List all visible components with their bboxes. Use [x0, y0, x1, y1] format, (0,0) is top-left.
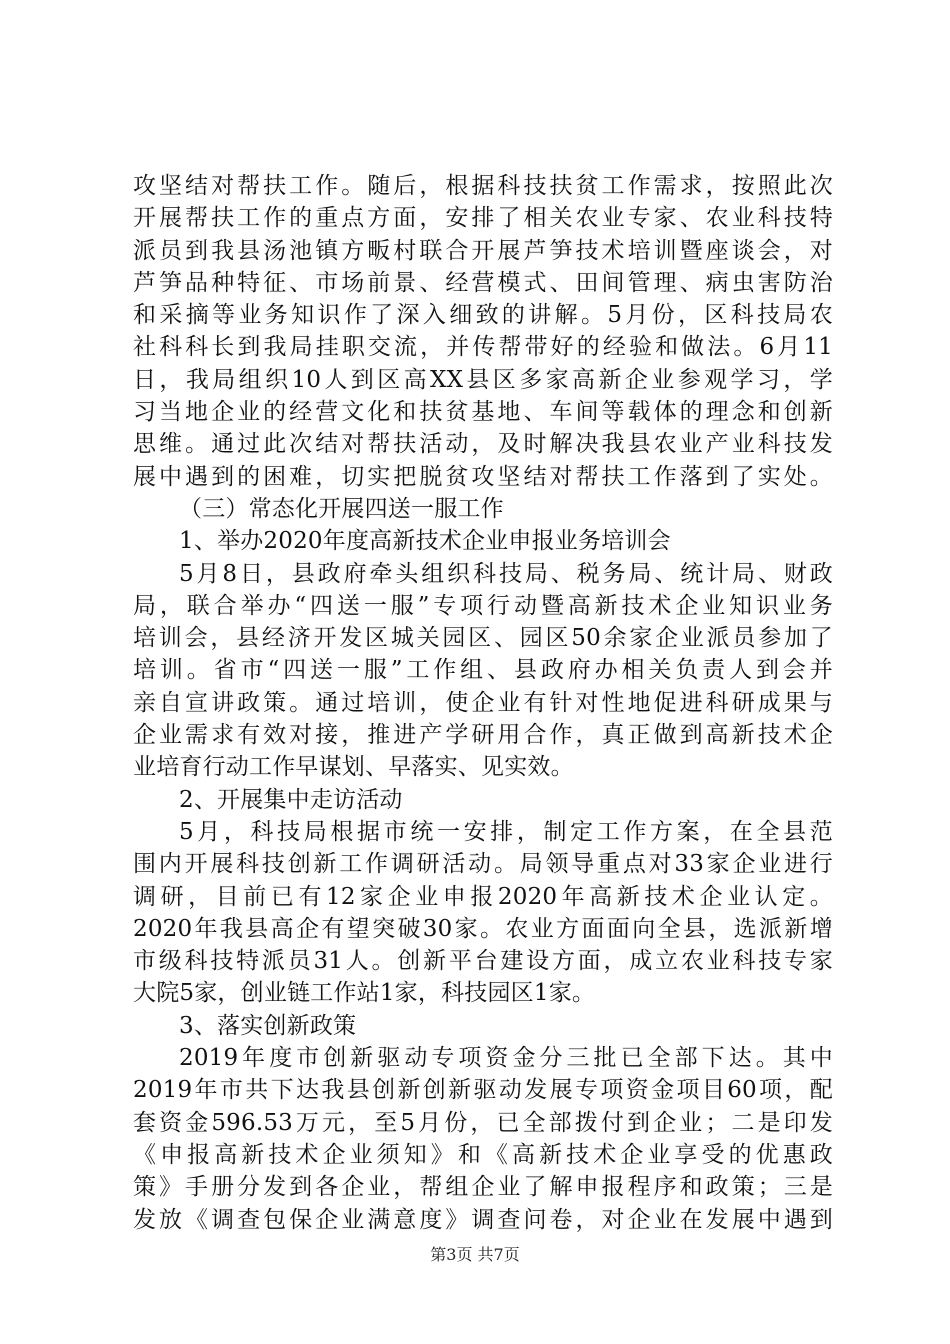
- body-line: 策》手册分发到各企业，帮组企业了解申报程序和政策；三是: [133, 1174, 833, 1201]
- body-line: 派员到我县汤池镇方畈村联合开展芦笋技术培训暨座谈会，对: [133, 237, 833, 264]
- body-line: 市级科技特派员31人。创新平台建设方面，成立农业科技专家: [133, 948, 833, 975]
- subsection-heading: 3、落实创新政策: [179, 1012, 357, 1039]
- body-line: 芦笋品种特征、市场前景、经营模式、田间管理、病虫害防治: [133, 269, 833, 296]
- body-line: 围内开展科技创新工作调研活动。局领导重点对33家企业进行: [133, 851, 833, 878]
- body-line: 业培育行动工作早谋划、早落实、见实效。: [133, 754, 574, 781]
- body-line: 社科科长到我局挂职交流，并传帮带好的经验和做法。6月11: [133, 334, 833, 361]
- subsection-heading: 2、开展集中走访活动: [179, 786, 403, 813]
- body-line: 2019年市共下达我县创新创新驱动发展专项资金项目60项，配: [133, 1077, 833, 1104]
- body-line: 2020年我县高企有望突破30家。农业方面面向全县，选派新增: [133, 915, 833, 942]
- body-line: 大院5家，创业链工作站1家，科技园区1家。: [133, 980, 596, 1007]
- body-line: 日，我局组织10人到区高XX县区多家高新企业参观学习，学: [133, 366, 833, 393]
- body-line: 习当地企业的经营文化和扶贫基地、车间等载体的理念和创新: [133, 399, 833, 426]
- body-line: 培训。省市“四送一服”工作组、县政府办相关负责人到会并: [133, 657, 833, 684]
- document-body: [133, 170, 833, 1236]
- body-line: 套资金596.53万元，至5月份，已全部拨付到企业；二是印发: [133, 1109, 833, 1136]
- body-line: 发放《调查包保企业满意度》调查问卷，对企业在发展中遇到: [133, 1206, 833, 1233]
- subsection-heading: 1、举办2020年度高新技术企业申报业务培训会: [179, 528, 671, 555]
- section-heading: （三）常态化开展四送一服工作: [179, 495, 504, 522]
- body-line: 展中遇到的困难，切实把脱贫攻坚结对帮扶工作落到了实处。: [133, 463, 833, 490]
- body-line: 和采摘等业务知识作了深入细致的讲解。5月份，区科技局农: [133, 302, 833, 329]
- body-line: 2019年度市创新驱动专项资金分三批已全部下达。其中: [179, 1045, 833, 1072]
- body-line: 局，联合举办“四送一服”专项行动暨高新技术企业知识业务: [133, 592, 833, 619]
- body-line: 开展帮扶工作的重点方面，安排了相关农业专家、农业科技特: [133, 205, 833, 232]
- body-line: 培训会，县经济开发区城关园区、园区50余家企业派员参加了: [133, 625, 833, 652]
- body-line: 亲自宣讲政策。通过培训，使企业有针对性地促进科研成果与: [133, 689, 833, 716]
- body-line: 调研，目前已有12家企业申报2020年高新技术企业认定。: [133, 883, 833, 910]
- body-line: 5月8日，县政府牵头组织科技局、税务局、统计局、财政: [179, 560, 833, 587]
- body-line: 思维。通过此次结对帮扶活动，及时解决我县农业产业科技发: [133, 431, 833, 458]
- body-line: 《申报高新技术企业须知》和《高新技术企业享受的优惠政: [133, 1141, 833, 1168]
- body-line: 攻坚结对帮扶工作。随后，根据科技扶贫工作需求，按照此次: [133, 173, 833, 199]
- body-line: 5月，科技局根据市统一安排，制定工作方案，在全县范: [179, 818, 833, 845]
- page-footer: 第3页 共7页: [430, 1245, 520, 1264]
- body-line: 企业需求有效对接，推进产学研用合作，真正做到高新技术企: [133, 722, 833, 749]
